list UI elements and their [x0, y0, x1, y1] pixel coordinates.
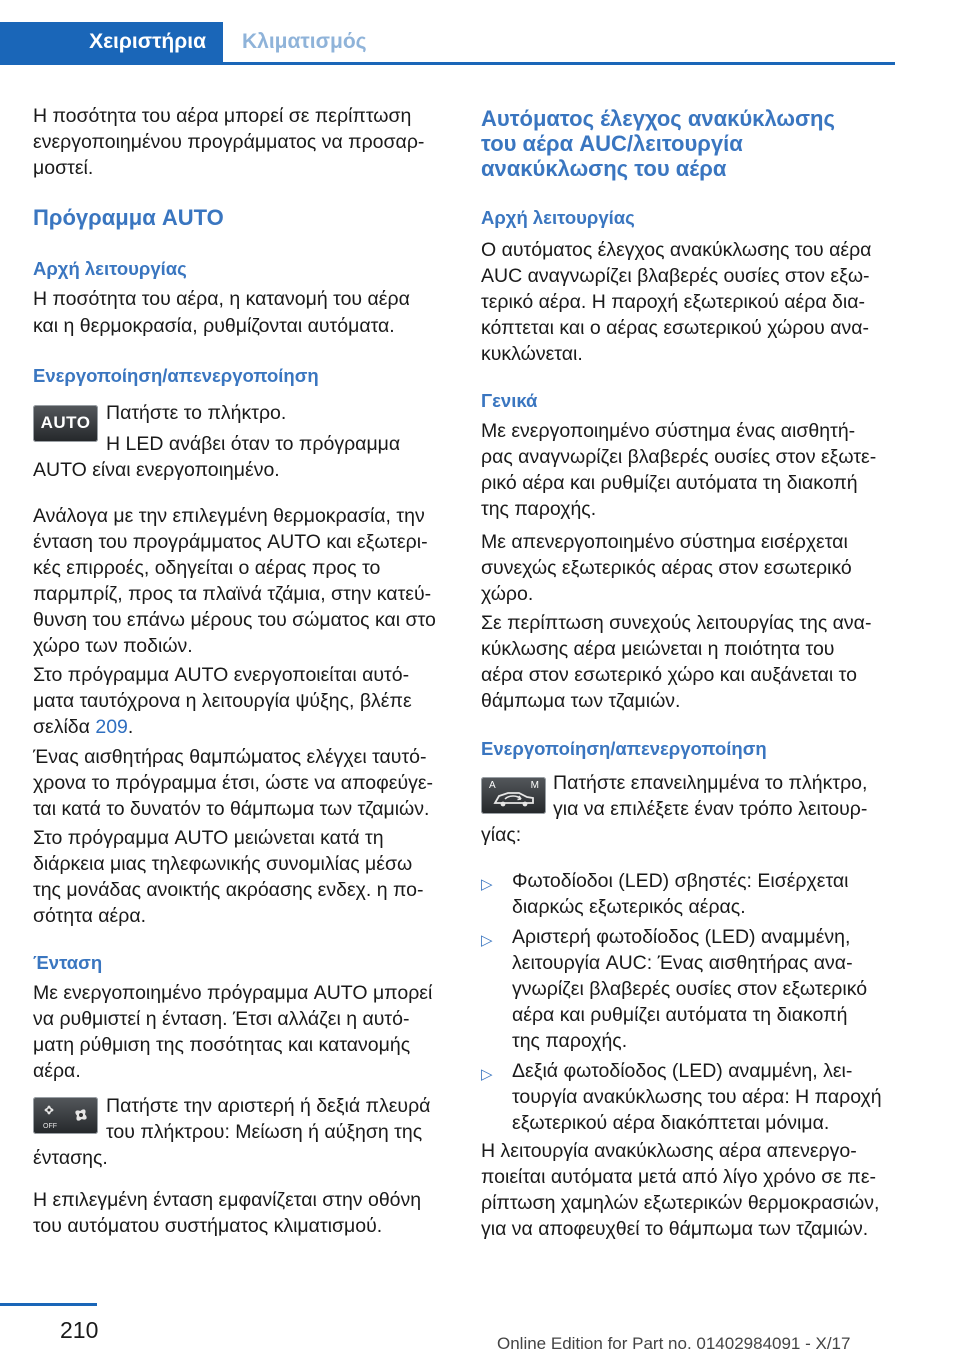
auto-button-image — [33, 405, 98, 442]
para4-line-4: σότητα αέρα. — [33, 905, 147, 927]
general-p2-line-1: Με απενεργοποιημένο σύστημα εισέρχεται — [481, 531, 848, 553]
auc-heading-line-2: του αέρα AUC/λειτουργία — [481, 131, 743, 156]
bullet3-line-2: τουργία ανακύκλωσης του αέρα: Η παροχή — [512, 1086, 882, 1108]
para1-line-4: παρμπρίζ, προς τα πλαϊνά τζάμια, στην κατεύ‐ — [33, 583, 432, 605]
auc-heading-line-1: Αυτόματος έλεγχος ανακύκλωσης — [481, 106, 835, 131]
onoff-heading-left: Ενεργοποίηση/απενεργοποίηση — [33, 365, 319, 386]
closing-line-4: για να αποφευχθεί το θάμπωμα των τζαμιών. — [481, 1218, 869, 1240]
edition-footer: Online Edition for Part no. 01402984091 - X/17 — [497, 1334, 851, 1353]
para3-line-1: Ένας αισθητήρας θαμπώματος ελέγχει ταυτό‐ — [33, 746, 427, 768]
bullet3-line-1: Δεξιά φωτοδίοδος (LED) αναμμένη, λει‐ — [512, 1060, 853, 1082]
para1-line-1: Ανάλογα με την επιλεγμένη θερμοκρασία, την — [33, 505, 425, 527]
auc-principle-line-3: τερικό αέρα. Η παροχή εξωτερικού αέρα δια‐ — [481, 291, 865, 313]
bullet3-line-3: εξωτερικού αέρα διακόπτεται μόνιμα. — [512, 1112, 830, 1134]
recirculation-button-image — [481, 777, 546, 814]
para1-line-5: θυνση του επάνω μέρους του σώματος και στο — [33, 609, 436, 631]
button-m-label: M — [530, 780, 539, 791]
para2-line-2: ματα ταυτόχρονα η λειτουργία ψύξης, βλέπε — [33, 690, 412, 712]
general-p1-line-3: ρικό αέρα και ρυθμίζει αυτόματα τη διακοπή — [481, 472, 858, 494]
general-p3-line-2: κύκλωσης αέρα μειώνεται η ποιότητα του — [481, 638, 835, 660]
closing-line-1: Η λειτουργία ανακύκλωσης αέρα απενεργο‐ — [481, 1140, 857, 1162]
general-heading: Γενικά — [481, 390, 538, 411]
auc-principle-line-1: Ο αυτόματος έλεγχος ανακύκλωσης του αέρα — [481, 239, 872, 261]
tab-climate[interactable]: Κλιματισμός — [242, 30, 367, 53]
intro-line-2: ενεργοποιημένου προγράμματος να προσαρ‐ — [33, 131, 425, 153]
para4-line-1: Στο πρόγραμμα AUTO μειώνεται κατά τη — [33, 827, 384, 849]
fan-icon — [33, 1097, 98, 1134]
intro-line-3: μοστεί. — [33, 157, 94, 179]
principle-line-2: και η θερμοκρασία, ρυθμίζονται αυτόματα. — [33, 315, 395, 337]
bullet2-line-5: της παροχής. — [512, 1030, 628, 1052]
para3-line-2: χρονα το πρόγραμμα έτσι, ώστε να αποφεύγε‐ — [33, 772, 434, 794]
bullet2-line-3: γνωρίζει βλαβερές ουσίες στον εξωτερικό — [512, 978, 868, 1000]
general-p1-line-1: Με ενεργοποιημένο σύστημα ένας αισθητή‐ — [481, 420, 856, 442]
intensity-display-line-2: του αυτόματου συστήματος κλιματισμού. — [33, 1215, 383, 1237]
bullet2-line-1: Αριστερή φωτοδίοδος (LED) αναμμένη, — [512, 926, 851, 948]
closing-line-3: ρίπτωση χαμηλών εξωτερικών θερμοκρασιών, — [481, 1192, 880, 1214]
general-p3-line-3: αέρα στον εσωτερικό χώρο και αυξάνεται το — [481, 664, 857, 686]
intensity-press-line-1: Πατήστε την αριστερή ή δεξιά πλευρά — [106, 1095, 431, 1117]
page-number-rule — [0, 1303, 97, 1306]
principle-line-1: Η ποσότητα του αέρα, η κατανομή του αέρα — [33, 288, 410, 310]
intensity-line-2: να ρυθμιστεί η ένταση. Έτσι αλλάζει η αυτό‐ — [33, 1008, 410, 1030]
general-p1-line-2: ρας αναγνωρίζει βλαβερές ουσίες στον εξωτε‐ — [481, 446, 877, 468]
general-p2-line-2: συνεχώς εξωτερικός αέρας στον εσωτερικό — [481, 557, 852, 579]
general-p3-line-4: θάμπωμα των τζαμιών. — [481, 690, 681, 712]
principle-heading-right: Αρχή λειτουργίας — [481, 207, 635, 228]
bullet2-line-2: λειτουργία AUC: Ένας αισθητήρας ανα‐ — [512, 952, 853, 974]
general-p1-line-4: της παροχής. — [481, 498, 597, 520]
page-ref-end: . — [127, 716, 134, 738]
tab-controls[interactable]: Χειριστήρια — [0, 22, 223, 62]
intensity-press-line-2: του πλήκτρου: Μείωση ή αύξηση της — [106, 1121, 423, 1143]
button-a-label: A — [489, 780, 496, 791]
press-repeat-line-1: Πατήστε επανειλημμένα το πλήκτρο, — [553, 772, 868, 794]
bullet-triangle-icon: ▷ — [481, 932, 493, 949]
intensity-press-line-3: έντασης. — [33, 1147, 108, 1169]
onoff-heading-right: Ενεργοποίηση/απενεργοποίηση — [481, 738, 767, 759]
led-line-1: Η LED ανάβει όταν το πρόγραμμα — [106, 433, 401, 455]
para1-line-2: ένταση του προγράμματος AUTO και εξωτερι‐ — [33, 531, 428, 553]
closing-line-2: ποιείται αυτόματα μετά από λίγο χρόνο σε πε‐ — [481, 1166, 877, 1188]
off-label: OFF — [43, 1123, 57, 1130]
auc-principle-line-4: κόπτεται και ο αέρας εσωτερικού χώρου ανα‐ — [481, 317, 870, 339]
para2-line-3 — [33, 714, 133, 741]
auc-heading-line-3: ανακύκλωσης του αέρα — [481, 156, 727, 181]
para2-line-1: Στο πρόγραμμα AUTO ενεργοποιείται αυτό‐ — [33, 664, 410, 686]
auc-principle-line-5: κυκλώνεται. — [481, 343, 583, 365]
auc-principle-line-2: AUC αναγνωρίζει βλαβερές ουσίες στον εξω‐ — [481, 265, 870, 287]
general-p2-line-3: χώρο. — [481, 583, 534, 605]
fan-intensity-button-image — [33, 1097, 98, 1134]
intensity-line-4: αέρα. — [33, 1060, 81, 1082]
bullet-triangle-icon: ▷ — [481, 1066, 493, 1083]
intensity-display-line-1: Η επιλεγμένη ένταση εμφανίζεται στην οθόνη — [33, 1189, 422, 1211]
press-repeat-line-3: γίας: — [481, 824, 522, 846]
bullet-triangle-icon: ▷ — [481, 876, 493, 893]
general-p3-line-1: Σε περίπτωση συνεχούς λειτουργίας της ανα‐ — [481, 612, 872, 634]
intensity-line-3: ματη ρύθμιση της ποσότητας και κατανομής — [33, 1034, 411, 1056]
para4-line-3: της μονάδας ανοικτής ακρόασης ενδεχ. η πο‐ — [33, 879, 424, 901]
page-ref-link[interactable]: 209 — [95, 716, 128, 738]
intensity-line-1: Με ενεργοποιημένο πρόγραμμα AUTO μπορεί — [33, 982, 433, 1004]
header-tabs — [0, 22, 895, 65]
car-recirculation-icon — [481, 777, 546, 814]
led-line-2: AUTO είναι ενεργοποιημένο. — [33, 459, 280, 481]
para3-line-3: ται κατά το δυνατόν το θάμπωμα των τζαμιών. — [33, 798, 430, 820]
press-button-text: Πατήστε το πλήκτρο. — [106, 402, 287, 424]
para4-line-2: διάρκεια μιας τηλεφωνικής συνομιλίας μέσω — [33, 853, 413, 875]
para1-line-3: κές επιρροές, οδηγείται ο αέρας προς το — [33, 557, 381, 579]
bullet1-line-2: διαρκώς εξωτερικός αέρας. — [512, 896, 746, 918]
para1-line-6: χώρο των ποδιών. — [33, 635, 193, 657]
auto-button-label: AUTO — [40, 413, 91, 432]
bullet1-line-1: Φωτοδίοδοι (LED) σβηστές: Εισέρχεται — [512, 870, 849, 892]
principle-heading-left: Αρχή λειτουργίας — [33, 258, 187, 279]
program-auto-heading: Πρόγραμμα AUTO — [33, 205, 224, 230]
press-repeat-line-2: για να επιλέξετε έναν τρόπο λειτουρ‐ — [553, 798, 868, 820]
intro-line-1: Η ποσότητα του αέρα μπορεί σε περίπτωση — [33, 105, 412, 127]
page-ref-prefix: σελίδα — [33, 716, 96, 738]
intensity-heading: Ένταση — [33, 952, 103, 973]
page-number: 210 — [60, 1317, 99, 1343]
bullet2-line-4: αέρα και ρυθμίζει αυτόματα τη διακοπή — [512, 1004, 848, 1026]
